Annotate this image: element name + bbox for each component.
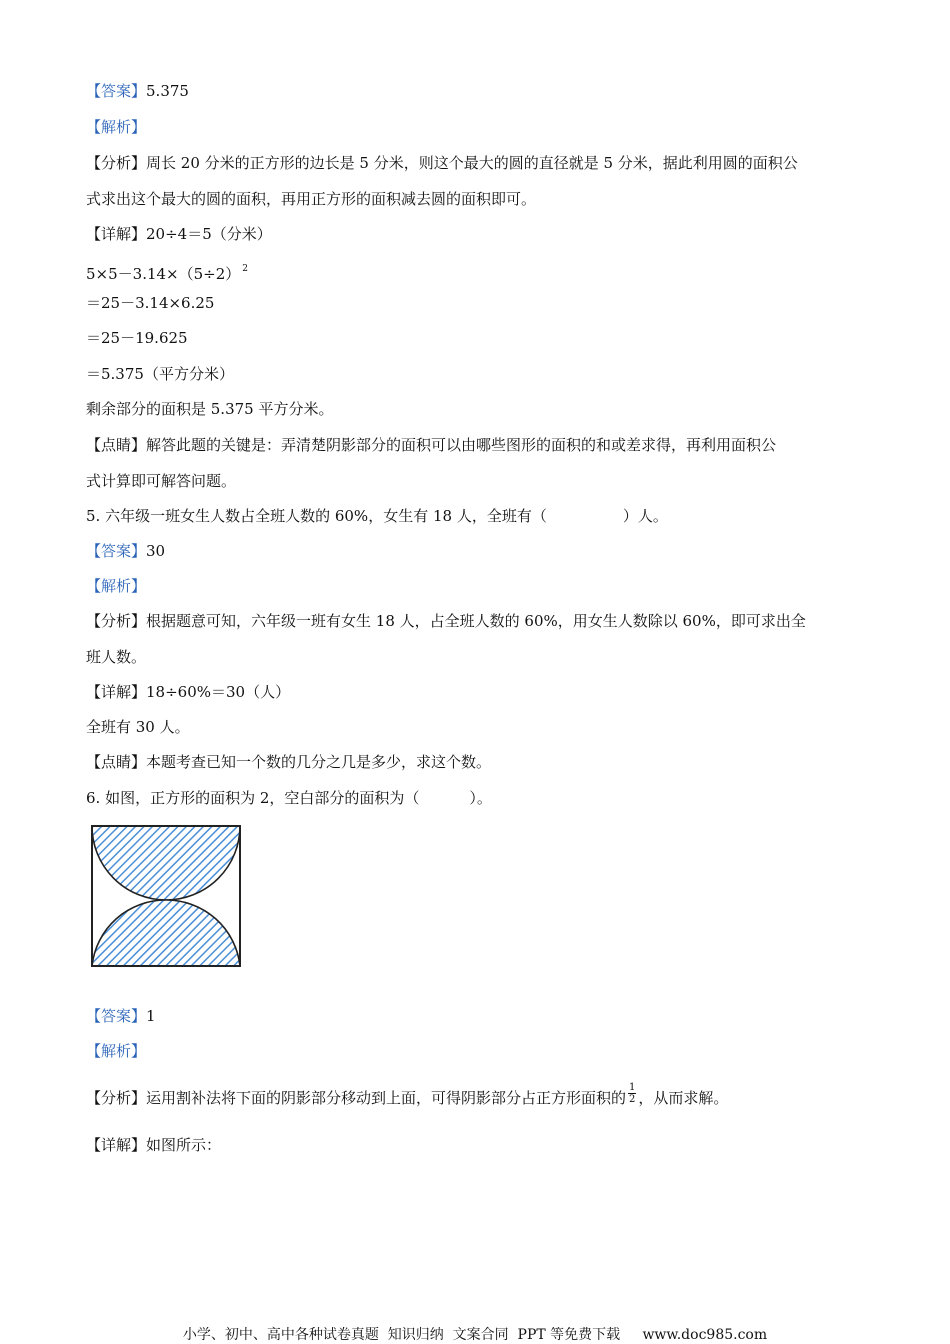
answer-value: 30 [146,542,166,560]
xiangjie-text: 18÷60%＝30（人） [146,683,291,701]
calc-expression: 5×5－3.14×（5÷2） [86,265,241,283]
question-6 [86,787,492,809]
fenxi-text-b: ，从而求解。 [638,1089,729,1107]
fenxi-text-cont: 班人数。 [86,648,147,666]
fenxi-tag: 【分析】 [86,1089,147,1107]
xiangjie-line-6 [86,1134,221,1156]
calc-line-1 [86,258,248,285]
page-footer: 小学、初中、高中各种试卷真题 知识归纳 文案合同 PPT 等免费下载 www.doc985.com [182,1327,768,1343]
analysis-header-4 [86,116,146,138]
answer-line-6 [86,1005,156,1027]
fenxi-text: 周长 20 分米的正方形的边长是 5 分米，则这个最大的圆的直径就是 5 分米，据此利用圆的面积公 [146,154,798,172]
analysis-tag: 【解析】 [86,577,147,595]
analysis-tag: 【解析】 [86,1042,147,1060]
answer-value: 1 [146,1007,156,1025]
analysis-header-5 [86,575,146,597]
dianjing-text: 解答此题的关键是：弄清楚阴影部分的面积可以由哪些图形的面积的和或差求得，再利用面积公 [146,436,777,454]
answer-tag: 【答案】 [86,82,147,100]
calc-exponent: 2 [242,264,249,274]
xiangjie-tag: 【详解】 [86,1136,147,1154]
dianjing-text: 本题考查已知一个数的几分之几是多少，求这个数。 [146,753,492,771]
dianjing-line-5 [86,751,491,773]
answer-tag: 【答案】 [86,542,147,560]
fenxi-tag: 【分析】 [86,612,147,630]
fenxi-line-5 [86,610,806,632]
xiangjie-line-4 [86,223,272,245]
question-6-text-a: 6. 如图，正方形的面积为 2，空白部分的面积为（ [86,789,420,807]
xiangjie-tag: 【详解】 [86,683,147,701]
bottom-shaded-region [92,900,240,966]
fenxi-tag: 【分析】 [86,154,147,172]
fenxi-line-4 [86,152,798,174]
fenxi-text-a: 运用割补法将下面的阴影部分移动到上面，可得阴影部分占正方形面积的 [146,1089,627,1107]
fenxi-text-cont: 式求出这个最大的圆的面积，再用正方形的面积减去圆的面积即可。 [86,190,537,208]
analysis-tag: 【解析】 [86,118,147,136]
question-5 [86,505,668,527]
calc-line-4: ＝5.375（平方分米） [86,365,234,383]
fraction-numerator: 1 [629,1081,636,1093]
xiangjie-line-5 [86,681,290,703]
answer-line-5 [86,540,165,562]
question-6-text-b: ）。 [469,789,492,807]
calc-line-3: ＝25－19.625 [86,329,188,347]
conclusion-line-5: 全班有 30 人。 [86,718,190,736]
answer-line-4 [86,80,189,102]
xiangjie-tag: 【详解】 [86,225,147,243]
analysis-header-6 [86,1040,146,1062]
dianjing-tag: 【点睛】 [86,436,147,454]
calc-line-2: ＝25－3.14×6.25 [86,294,215,312]
fraction-denominator: 2 [629,1093,636,1105]
top-semicircle-shaded [92,826,240,900]
question-5-text-a: 5. 六年级一班女生人数占全班人数的 60%，女生有 18 人，全班有（ [86,507,547,525]
conclusion-line-4: 剩余部分的面积是 5.375 平方分米。 [86,400,334,418]
fenxi-line-6 [86,1081,729,1111]
dianjing-tag: 【点睛】 [86,753,147,771]
xiangjie-text: 如图所示： [146,1136,222,1154]
question-5-text-b: ）人。 [622,507,668,525]
answer-tag: 【答案】 [86,1007,147,1025]
dianjing-line-4 [86,434,776,456]
fraction-one-half [628,1082,636,1105]
fenxi-text: 根据题意可知，六年级一班有女生 18 人，占全班人数的 60%，用女生人数除以 60%，即可求出全 [146,612,806,630]
dianjing-text-cont: 式计算即可解答问题。 [86,472,237,490]
answer-value: 5.375 [146,82,189,100]
xiangjie-text: 20÷4＝5（分米） [146,225,272,243]
square-semicircle-figure [88,822,244,970]
